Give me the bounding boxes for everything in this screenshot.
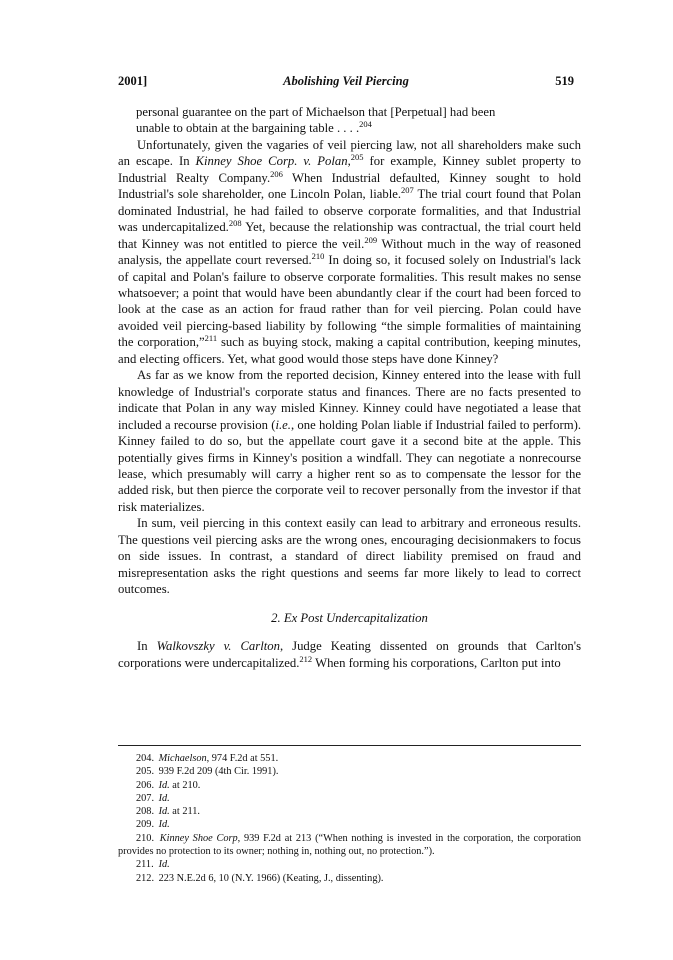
footnote-204: 204. Michaelson, 974 F.2d at 551.: [136, 753, 279, 764]
paragraph-walkovszky: In Walkovszky v. Carlton, Judge Keating dissented on grounds that Carlton's corporations were undercapitalized.$^{212}$ When forming his corporations, Carlton put into: [118, 639, 582, 670]
body-text: [118, 104, 581, 671]
footnote-207: 207. Id.: [136, 792, 170, 804]
footnote-ref-212[interactable]: 212: [299, 653, 313, 664]
footnote-ref-210[interactable]: 210: [311, 251, 325, 262]
paragraph-summary: In sum, veil piercing in this context easily can lead to arbitrary and erroneous results. The questions veil piercing asks are the wrong ones, encouraging decisionmakers to focus on side issues. In contrast, a standard of direct liability premised on fraud and misrepresentation asks the right questions and seems far more likely to lead to correct outcomes.: [118, 516, 581, 597]
footnote-206: 206. Id. at 210.: [136, 779, 201, 791]
footnote-ref-206[interactable]: 206: [270, 168, 283, 179]
footnote-210: 210. Kinney Shoe Corp, 939 F.2d at 213 (“When nothing is invested in the corporation, the corporation provides no protection to its owner; nothing in, nothing out, no protection.”).: [118, 832, 581, 858]
footnote-212: 212. 223 N.E.2d 6, 10 (N.Y. 1966) (Keating, J., dissenting).: [136, 872, 384, 884]
footnote-ref-211[interactable]: 211: [204, 333, 218, 344]
footnote-ref-207[interactable]: 207: [401, 185, 414, 196]
volume-year: 2001]: [118, 74, 148, 88]
paragraph-kinney: Unfortunately, given the vagaries of veil piercing law, not all shareholders make such an escape. In Kinney Shoe Corp. v. Polan,$^{205}$ for example, Kinney sublet property to Industrial Realty Company.$^{206}$ When Industrial defaulted, Kinney sought to hold Industrial's sole shareholder, one Lincoln Polan, liable.$^{207}$ The trial court found that Polan dominated Industrial, he had failed to observe corporate formalities, and that Industrial was undercapitalized.$^{208}$ Yet, because the relationship was contractual, the trial court held that Kinney was not entitled to pierce the veil.$^{209}$ Without much in the way of reasoned analysis, the appellate court reversed.$^{210}$ In doing so, it focused solely on Industrial's lack of capital and Polan's failure to observe corporate formalities. This result makes no sense whatsoever; a point that would have been abundantly clear if the court had been forced to look at the case as an action for fraud rather than for veil piercing. Polan could have avoided veil piercing-based liability by following “the simple formalities of maintaining the corporation,”$^{211}$ such as buying stock, making a capital contribution, keeping minutes, and electing officers. Yet, what good would those steps have done Kinney?: [118, 137, 581, 366]
footnote-ref-209[interactable]: 209: [364, 234, 378, 245]
running-header: [118, 74, 574, 94]
case-name: Walkovszky v. Carlton: [156, 639, 280, 654]
footnotes: [118, 752, 581, 885]
footnote-divider: [118, 745, 581, 746]
footnote-205: 205. 939 F.2d 209 (4th Cir. 1991).: [136, 766, 279, 778]
running-title: Abolishing Veil Piercing: [283, 74, 409, 88]
block-quote: personal guarantee on the part of Michaelson that [Perpetual] had been unable to obtain at the bargaining table . . . .$^{204}$: [136, 105, 496, 136]
paragraph-lease: As far as we know from the reported decision, Kinney entered into the lease with full knowledge of Industrial's corporate status and finances. There are no facts presented to indicate that Polan in any way misled Kinney. Kinney could have negotiated a lease that included a recourse provision (i.e., one holding Polan liable if Industrial failed to perform). Kinney failed to do so, but the appellate court gave it a second bite at the apple. This potentially gives firms in Kinney's position a windfall. They can negotiate a nonrecourse lease, which presumably will carry a higher rent so as to compensate the lessor for the added risk, but then pierce the corporate veil to recover personally from the investor if that risk materializes.: [118, 368, 581, 514]
footnote-208: 208. Id. at 211.: [136, 806, 200, 818]
case-name: Kinney Shoe Corp. v. Polan,: [195, 154, 351, 169]
footnote-211: 211. Id.: [136, 859, 170, 871]
page-number: 519: [555, 74, 574, 88]
footnote-ref-204[interactable]: 204: [359, 119, 372, 130]
footnote-ref-208[interactable]: 208: [228, 218, 242, 229]
footnote-ref-205[interactable]: 205: [350, 152, 364, 163]
footnote-209: 209. Id.: [136, 819, 170, 831]
section-heading: 2. Ex Post Undercapitalization: [271, 610, 428, 625]
